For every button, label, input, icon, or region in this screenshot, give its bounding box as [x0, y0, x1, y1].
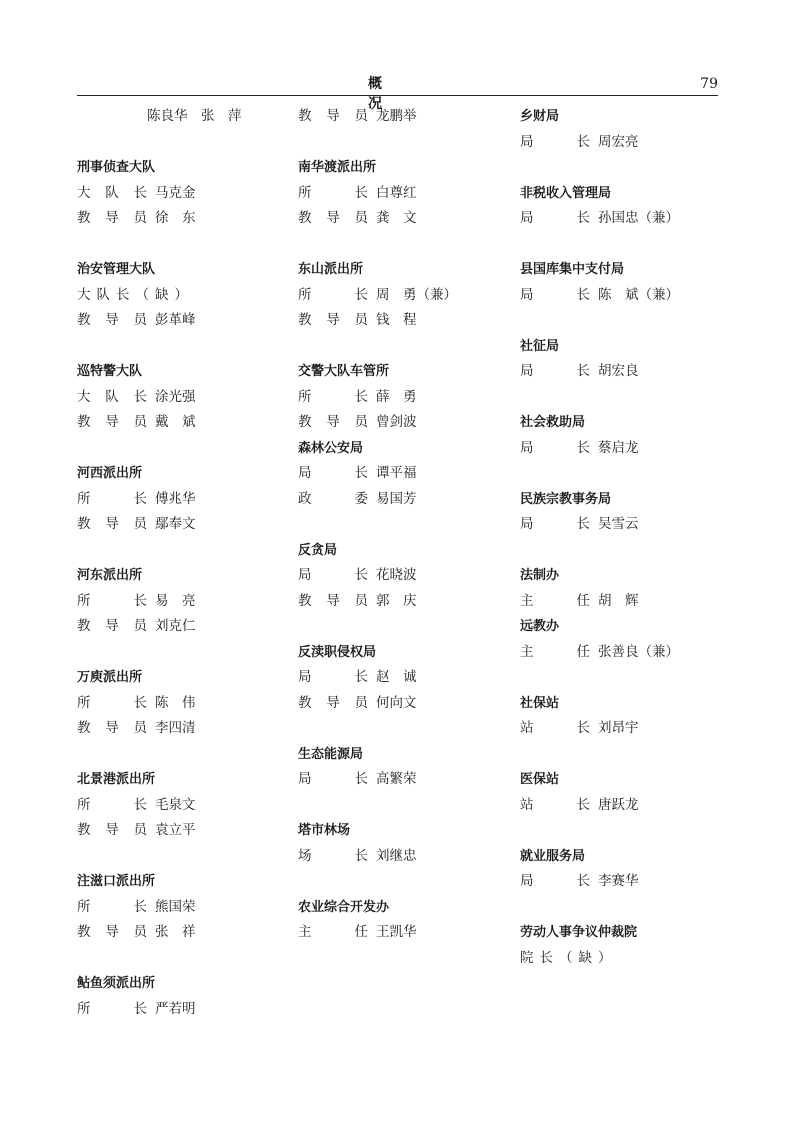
- staff-entry: [77, 997, 287, 1023]
- spacer: [298, 614, 508, 640]
- spacer: [77, 436, 287, 462]
- unit-heading: 万庾派出所: [77, 670, 143, 685]
- role-title: 教导员: [298, 694, 368, 711]
- unit-heading: 巡特警大队: [77, 364, 143, 379]
- spacer: [77, 334, 287, 360]
- unit-heading: 劳动人事争议仲裁院: [520, 925, 638, 940]
- unit-heading: 反贪局: [298, 542, 338, 558]
- person-name: 胡 辉: [598, 592, 639, 609]
- person-name: 易 亮: [155, 592, 196, 609]
- staff-entry: [77, 308, 287, 334]
- running-header-title: 概况: [368, 76, 404, 112]
- spacer: [520, 308, 730, 334]
- role-title: 所长: [77, 490, 147, 507]
- role-title: 教导员: [298, 210, 368, 226]
- staff-entry: [77, 895, 287, 921]
- staff-entry: [298, 206, 508, 232]
- staff-entry: [77, 283, 287, 309]
- person-name: 谭平福: [376, 465, 417, 481]
- staff-entry: [298, 104, 508, 130]
- role-title: 政委: [298, 490, 368, 507]
- role-title: 教导员: [77, 312, 147, 328]
- person-name: 马克金: [155, 184, 196, 201]
- unit-heading: 塔市林场: [298, 823, 351, 838]
- role-title: 所长: [77, 1000, 147, 1017]
- spacer: [77, 130, 287, 156]
- role-title: 主任: [298, 924, 368, 940]
- page-number: 79: [700, 76, 718, 92]
- staff-entry: [77, 487, 287, 513]
- person-name: 唐跃龙: [598, 796, 639, 813]
- role-title: 教导员: [298, 312, 368, 328]
- person-name: 龙鹏举: [376, 108, 417, 124]
- header-divider: [77, 95, 718, 96]
- role-title: 局长: [520, 286, 590, 303]
- unit-heading: 治安管理大队: [77, 262, 156, 277]
- role-title: 教导员: [77, 720, 147, 736]
- person-name: 郭 庆: [376, 592, 417, 609]
- unit-heading: 河东派出所: [77, 568, 143, 583]
- person-name: 李赛华: [598, 873, 639, 889]
- person-name: 龚 文: [376, 210, 417, 226]
- person-name: 周宏亮: [598, 133, 639, 150]
- spacer: [298, 334, 508, 360]
- column-3: [520, 104, 730, 971]
- person-name: 花晓波: [376, 567, 417, 583]
- role-title: 大队长: [77, 388, 147, 405]
- person-name: 高繁荣: [376, 771, 417, 787]
- staff-entry: [77, 691, 287, 717]
- spacer: [520, 742, 730, 768]
- person-name: 张善良（兼）: [598, 643, 679, 660]
- role-title: 大队长（缺）: [77, 286, 194, 303]
- person-name: 曾剑波: [376, 414, 417, 430]
- column-1: [77, 104, 287, 1022]
- role-title: 教导员: [77, 414, 147, 430]
- person-name: 彭革峰: [155, 312, 196, 328]
- staff-entry: [520, 793, 730, 819]
- person-name: 王凯华: [376, 924, 417, 940]
- staff-entry: [520, 640, 730, 666]
- staff-entry: [520, 436, 730, 462]
- spacer: [77, 538, 287, 564]
- spacer: [520, 895, 730, 921]
- spacer: [298, 512, 508, 538]
- staff-entry: [77, 385, 287, 411]
- role-title: 所长: [77, 796, 147, 813]
- role-title: 局长: [298, 669, 368, 685]
- unit-heading: 法制办: [520, 568, 560, 583]
- role-title: 教导员: [298, 108, 368, 124]
- person-name: 赵 诚: [376, 669, 417, 685]
- unit-heading: 远教办: [520, 619, 560, 634]
- column-2: [298, 104, 508, 946]
- staff-entry: [520, 589, 730, 615]
- staff-entry: [77, 206, 287, 232]
- person-name: 李四清: [155, 720, 196, 736]
- unit-heading: 河西派出所: [77, 466, 143, 481]
- staff-entry: [77, 716, 287, 742]
- staff-entry: [520, 869, 730, 895]
- spacer: [298, 869, 508, 895]
- person-name: 周 勇（兼）: [376, 286, 457, 303]
- role-title: 教导员: [77, 516, 147, 532]
- staff-entry: [520, 283, 730, 309]
- person-name: 胡宏良: [598, 363, 639, 379]
- person-name: 涂光强: [155, 388, 196, 405]
- staff-entry: [298, 308, 508, 334]
- unit-heading: 注滋口派出所: [77, 874, 156, 889]
- staff-entry: [520, 716, 730, 742]
- unit-heading: 县国库集中支付局: [520, 262, 625, 277]
- spacer: [298, 130, 508, 156]
- staff-entry: [298, 410, 508, 436]
- unit-heading: 鲇鱼须派出所: [77, 976, 156, 991]
- role-title: 主任: [520, 592, 590, 609]
- spacer: [298, 232, 508, 258]
- spacer: [77, 844, 287, 870]
- role-title: 所长: [298, 184, 368, 201]
- staff-entry: [77, 512, 287, 538]
- person-name: 易国芳: [376, 490, 417, 507]
- role-title: 主任: [520, 643, 590, 660]
- unit-heading: 社保站: [520, 695, 560, 711]
- unit-heading: 社会救助局: [520, 415, 586, 430]
- role-title: 所长: [77, 898, 147, 915]
- spacer: [520, 538, 730, 564]
- person-name: 刘克仁: [155, 618, 196, 634]
- spacer: [520, 385, 730, 411]
- staff-entry: [298, 589, 508, 615]
- person-name: 戴 斌: [155, 414, 196, 430]
- unit-heading: 民族宗教事务局: [520, 491, 612, 507]
- staff-entry: [298, 563, 508, 589]
- role-title: 局长: [520, 516, 590, 532]
- role-title: 教导员: [298, 414, 368, 430]
- staff-entry: [520, 359, 730, 385]
- unit-heading: 森林公安局: [298, 440, 364, 456]
- role-title: 站长: [520, 796, 590, 813]
- staff-entry: [77, 410, 287, 436]
- role-title: 所长: [77, 592, 147, 609]
- role-title: 所长: [77, 694, 147, 711]
- person-name: 何向文: [376, 694, 417, 711]
- role-title: 教导员: [77, 618, 147, 634]
- role-title: 局长: [298, 567, 368, 583]
- spacer: [77, 232, 287, 258]
- unit-heading: 就业服务局: [520, 848, 586, 864]
- role-title: 局长: [298, 771, 368, 787]
- staff-entry: [77, 589, 287, 615]
- staff-entry: [298, 461, 508, 487]
- spacer: [77, 640, 287, 666]
- staff-entry: [520, 130, 730, 156]
- unit-heading: 东山派出所: [298, 262, 364, 277]
- staff-entry: [298, 767, 508, 793]
- person-name: 鄢奉文: [155, 516, 196, 532]
- person-name: 陈 伟: [155, 694, 196, 711]
- staff-entry: [298, 385, 508, 411]
- staff-entry: [520, 512, 730, 538]
- role-title: 所长: [298, 388, 368, 405]
- role-title: 局长: [520, 133, 590, 150]
- unit-heading: 交警大队车管所: [298, 364, 390, 379]
- person-name: 刘昂宇: [598, 720, 639, 736]
- unit-heading: 生态能源局: [298, 746, 364, 762]
- person-name: 蔡启龙: [598, 439, 639, 456]
- role-title: 院长（缺）: [520, 949, 618, 966]
- person-name: 熊国荣: [155, 898, 196, 915]
- person-name: 薛 勇: [376, 388, 417, 405]
- role-title: 局长: [520, 873, 590, 889]
- staff-entry: [77, 920, 287, 946]
- person-name: 刘继忠: [376, 847, 417, 864]
- role-title: 大队长: [77, 184, 147, 201]
- unit-heading: 北景港派出所: [77, 772, 156, 787]
- role-title: 局长: [520, 439, 590, 456]
- spacer: [520, 232, 730, 258]
- person-name: 毛泉文: [155, 796, 196, 813]
- role-title: 教导员: [298, 592, 368, 609]
- role-title: 站长: [520, 720, 590, 736]
- person-name: 袁立平: [155, 822, 196, 838]
- person-name: 陈 斌（兼）: [598, 286, 679, 303]
- spacer: [520, 818, 730, 844]
- spacer: [520, 461, 730, 487]
- role-title: 局长: [298, 465, 368, 481]
- person-name: 严若明: [155, 1000, 196, 1017]
- person-name: 徐 东: [155, 210, 196, 226]
- role-title: 教导员: [77, 210, 147, 226]
- staff-entry: [77, 614, 287, 640]
- staff-entry: [520, 206, 730, 232]
- unit-heading: 刑事侦查大队: [77, 160, 156, 175]
- unit-heading: 南华渡派出所: [298, 160, 377, 175]
- person-name: 钱 程: [376, 312, 417, 328]
- staff-entry: [77, 793, 287, 819]
- person-name: 张 祥: [155, 924, 196, 940]
- spacer: [298, 716, 508, 742]
- spacer: [298, 793, 508, 819]
- unit-heading: 反渎职侵权局: [298, 644, 377, 660]
- unit-heading: 乡财局: [520, 109, 560, 124]
- staff-entry: [298, 665, 508, 691]
- unit-heading: 社征局: [520, 338, 560, 354]
- staff-entry: [298, 181, 508, 207]
- unit-heading: 农业综合开发办: [298, 899, 390, 915]
- continued-names: 陈良华 张 萍: [147, 108, 242, 124]
- person-name: 白尊红: [376, 184, 417, 201]
- role-title: 教导员: [77, 924, 147, 940]
- spacer: [77, 742, 287, 768]
- staff-entry: [520, 946, 730, 972]
- staff-entry: [77, 818, 287, 844]
- person-name: 孙国忠（兼）: [598, 210, 679, 226]
- staff-entry: [77, 181, 287, 207]
- role-title: 局长: [520, 210, 590, 226]
- role-title: 局长: [520, 363, 590, 379]
- staff-entry: [298, 691, 508, 717]
- unit-heading: 非税收入管理局: [520, 185, 612, 201]
- unit-heading: 医保站: [520, 772, 560, 787]
- person-name: 傅兆华: [155, 490, 196, 507]
- staff-entry: [298, 844, 508, 870]
- person-name: 吴雪云: [598, 516, 639, 532]
- spacer: [77, 946, 287, 972]
- spacer: [520, 155, 730, 181]
- spacer: [520, 665, 730, 691]
- role-title: 教导员: [77, 822, 147, 838]
- staff-entry: [298, 283, 508, 309]
- role-title: 所长: [298, 286, 368, 303]
- role-title: 场长: [298, 847, 368, 864]
- staff-entry: [298, 487, 508, 513]
- staff-entry: [298, 920, 508, 946]
